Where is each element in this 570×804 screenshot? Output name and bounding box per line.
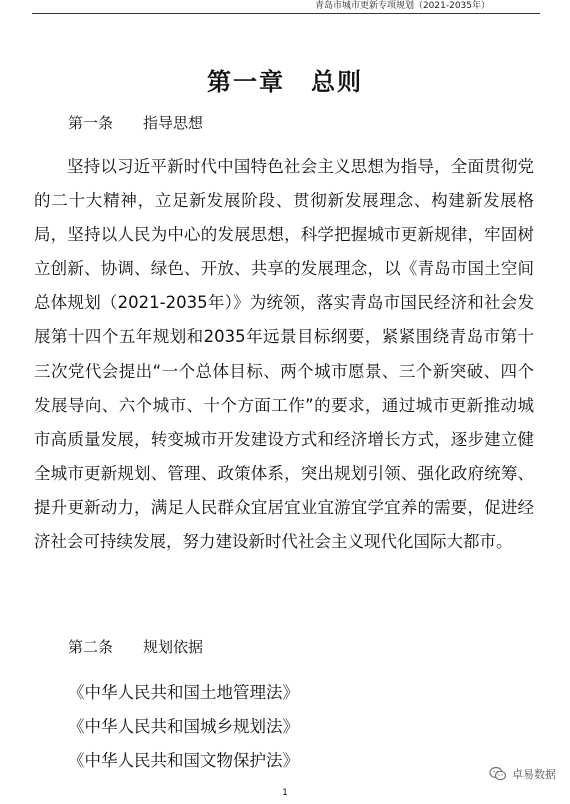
watermark	[489, 766, 556, 782]
article-2-heading: 第二条 规划依据	[68, 638, 204, 656]
law-item: 《中华人民共和国文物保护法》	[68, 751, 299, 770]
header-rule	[32, 13, 540, 14]
page-number: 1	[282, 788, 288, 798]
law-item: 《中华人民共和国城乡规划法》	[68, 717, 299, 736]
running-header-title: 青岛市城市更新专项规划（2021-2035年）	[314, 1, 490, 11]
wechat-icon	[489, 766, 507, 782]
law-list	[68, 676, 299, 778]
chapter-title: 第一章 总则	[207, 68, 363, 96]
article-1-heading: 第一条 指导思想	[68, 114, 204, 132]
article-1-body: 坚持以习近平新时代中国特色社会主义思想为指导，全面贯彻党的二十大精神，立足新发展阶段、贯彻新发展理念、构建新发展格局，坚持以人民为中心的发展思想，科学把握城市更新规律，牢固树立创新、协调、绿色、开放、共享的发展理念，以《青岛市国土空间总体规划（2021-2035年）》为统领，落实青岛市国民经济和社会发展第十四个五年规划和2035年远景目标纲要，紧紧围绕青岛市第十三次党代会提出“一个总体目标、两个城市愿景、三个新突破、四个发展导向、六个城市、十个方面工作”的要求，通过城市更新推动城市高质量发展，转变城市开发建设方式和经济增长方式，逐步建立健全城市更新规划、管理、政策体系，突出规划引领、强化政府统筹、提升更新动力，满足人民群众宜居宜业宜游宜学宜养的需要，促进经济社会可持续发展，努力建设新时代社会主义现代化国际大都市。	[34, 157, 534, 552]
watermark-text: 卓易数据	[512, 768, 556, 781]
law-item: 《中华人民共和国土地管理法》	[68, 683, 299, 702]
